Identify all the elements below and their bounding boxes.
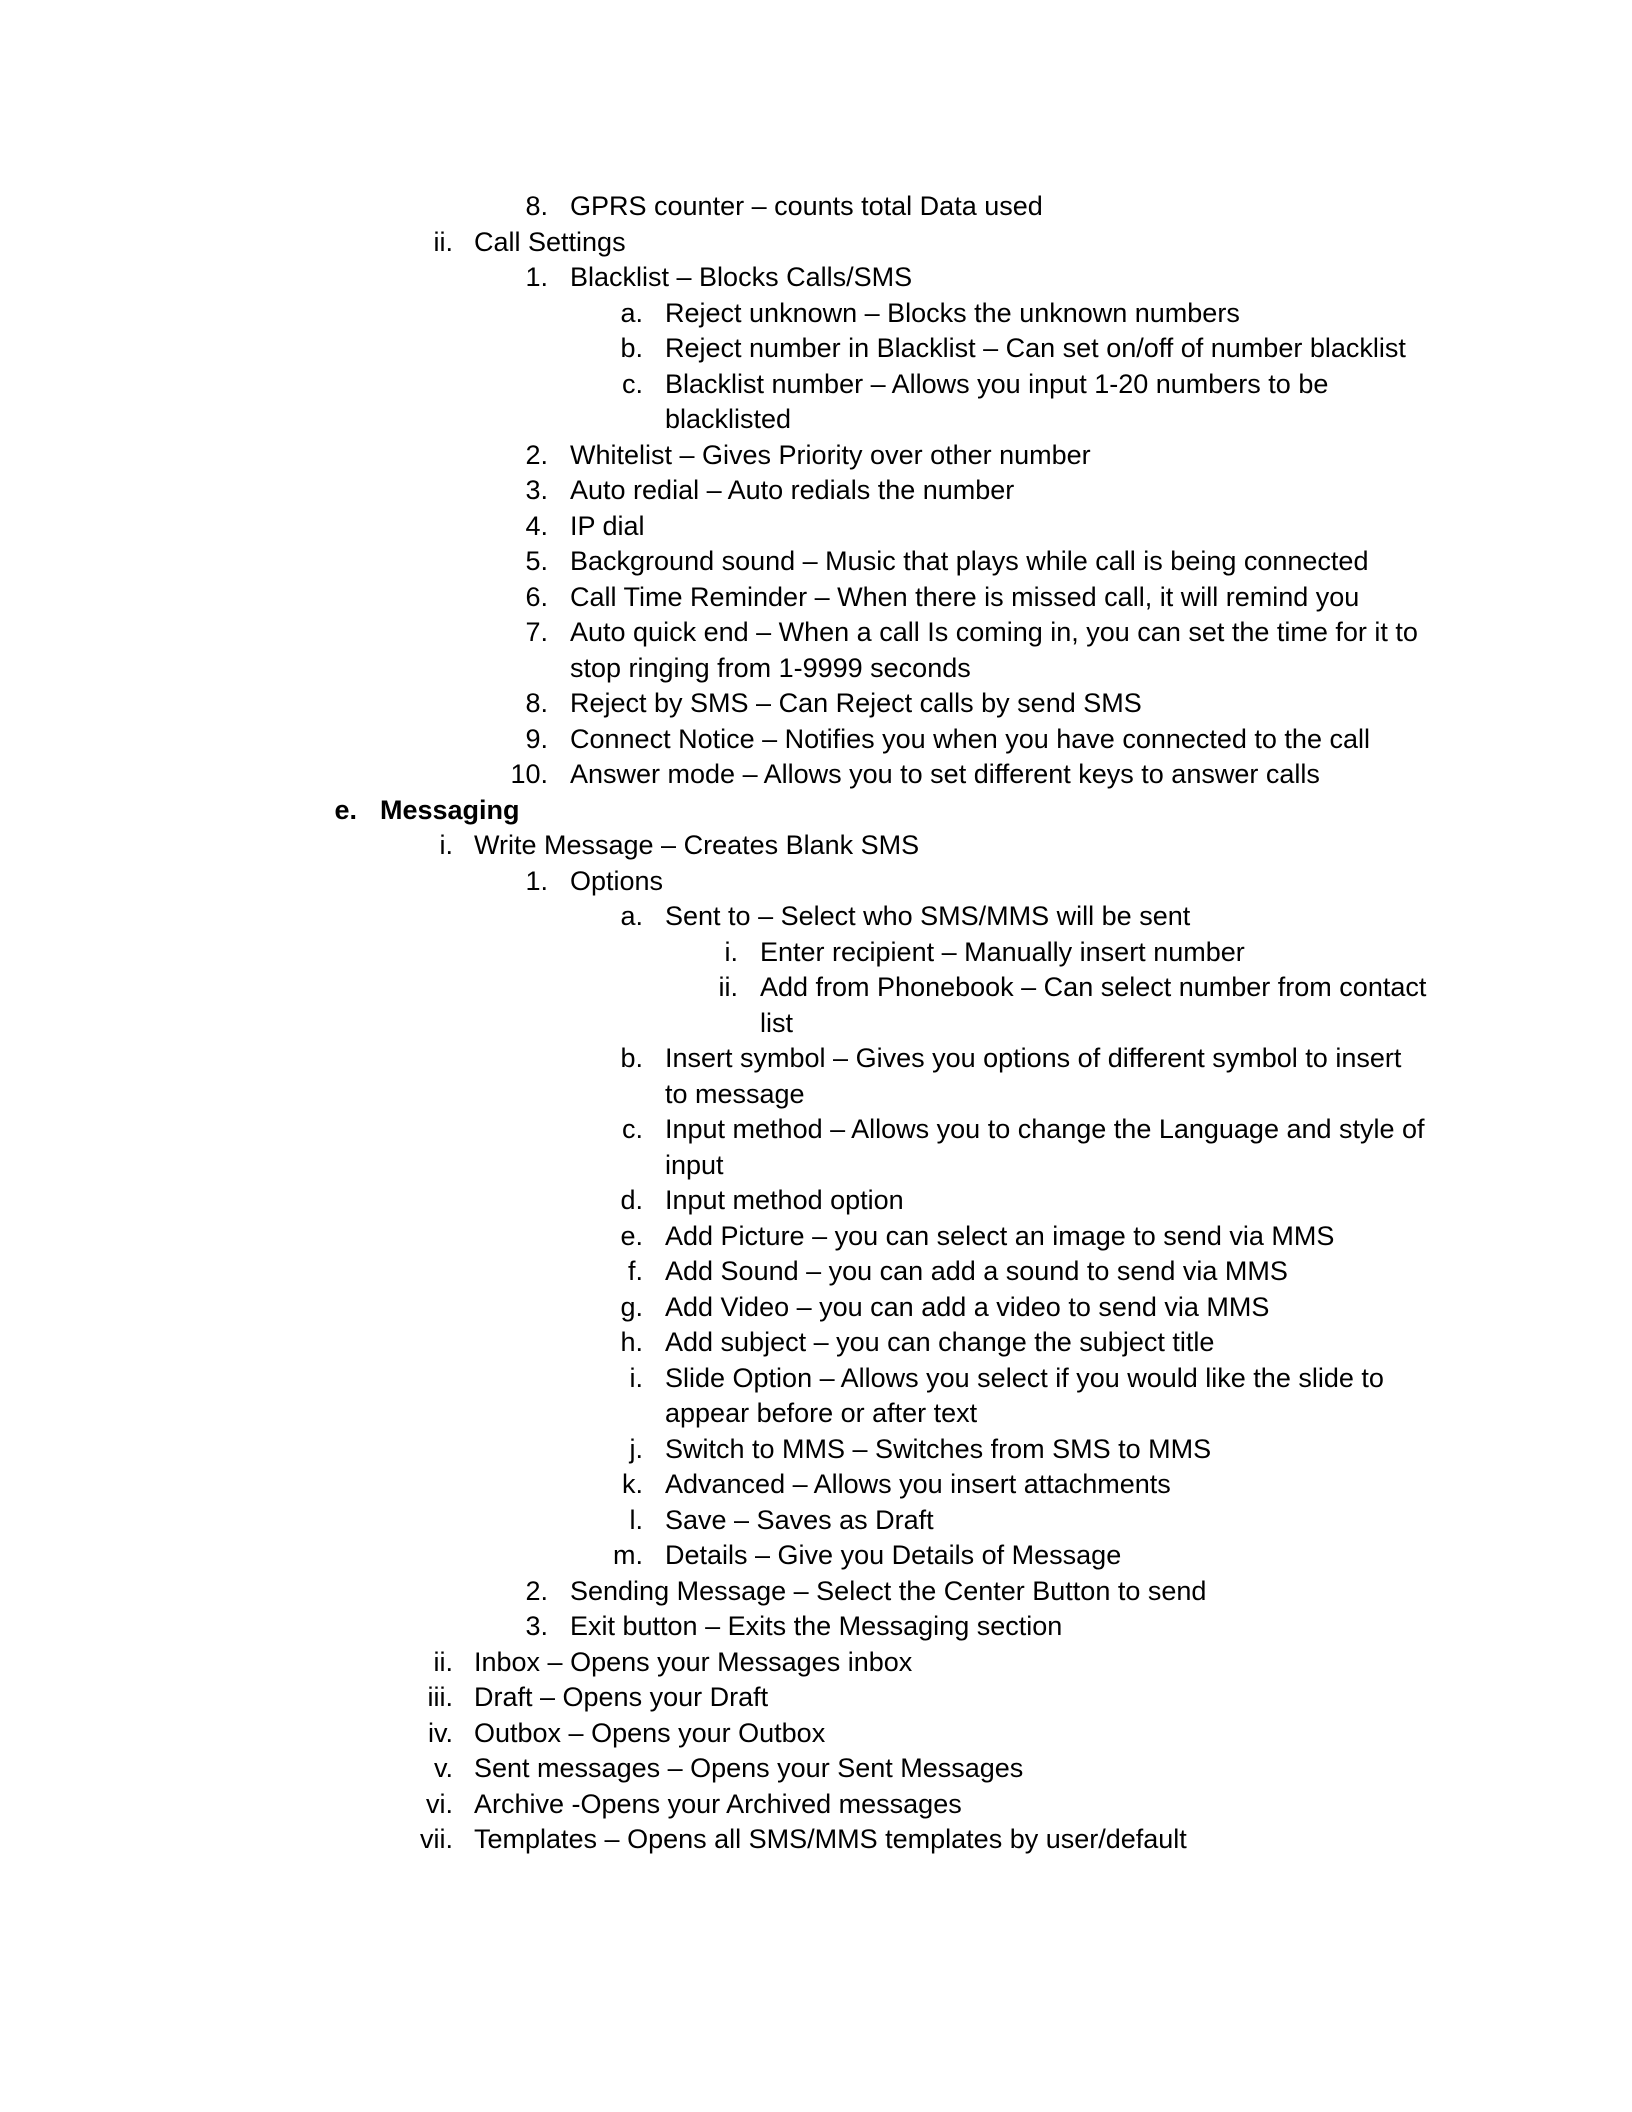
list-item-text: Draft – Opens your Draft: [474, 1682, 769, 1712]
list-marker: i.: [439, 830, 453, 860]
list-item-text: Details – Give you Details of Message: [665, 1540, 1122, 1570]
list-marker: v.: [434, 1753, 453, 1783]
list-item-text: list: [760, 1007, 793, 1038]
list-marker: a.: [620, 297, 643, 328]
outline-list: [0, 189, 1632, 1858]
list-item-text: Add Picture – you can select an image to send via MMS: [665, 1220, 1335, 1251]
list-marker: a.: [620, 901, 643, 931]
list-item-text: to message: [665, 1078, 805, 1109]
outline-item-continuation: [0, 1077, 1632, 1113]
list-item-text: Sent messages – Opens your Sent Messages: [474, 1753, 1024, 1783]
list-item-text: Inbox – Opens your Messages inbox: [474, 1646, 913, 1677]
list-marker: 6.: [525, 581, 548, 612]
list-marker: h.: [620, 1327, 643, 1357]
outline-item-continuation: [0, 1148, 1632, 1184]
list-item-text: stop ringing from 1-9999 seconds: [570, 652, 971, 683]
list-item-text: Write Message – Creates Blank SMS: [474, 830, 920, 860]
outline-item: [0, 189, 1632, 225]
outline-item: [0, 580, 1632, 616]
list-marker: 3.: [525, 475, 548, 505]
list-marker: b.: [620, 1043, 643, 1073]
list-item-text: blacklisted: [665, 404, 792, 434]
list-item-text: Add subject – you can change the subject title: [665, 1327, 1215, 1357]
list-item-text: Outbox – Opens your Outbox: [474, 1717, 826, 1748]
outline-item: [0, 1574, 1632, 1610]
outline-item: [0, 828, 1632, 864]
list-item-text: GPRS counter – counts total Data used: [570, 191, 1043, 221]
outline-item: [0, 1325, 1632, 1361]
list-marker: c.: [621, 1114, 643, 1144]
outline-item: [0, 1361, 1632, 1397]
outline-item: [0, 509, 1632, 545]
list-item-text: Insert symbol – Gives you options of different symbol to insert: [665, 1043, 1402, 1073]
outline-item: [0, 1751, 1632, 1787]
list-item-text: Connect Notice – Notifies you when you have connected to the call: [570, 723, 1370, 754]
list-item-text: Exit button – Exits the Messaging section: [570, 1611, 1063, 1641]
list-marker: ii.: [433, 226, 453, 257]
list-marker: f.: [627, 1256, 643, 1286]
outline-item: [0, 615, 1632, 651]
list-marker: 3.: [525, 1611, 548, 1641]
outline-item: [0, 1645, 1632, 1681]
list-item-text: input: [665, 1149, 724, 1180]
outline-item: [0, 1822, 1632, 1858]
outline-item: [0, 864, 1632, 900]
outline-item: [0, 1680, 1632, 1716]
list-marker: ii.: [718, 972, 738, 1002]
list-marker: 5.: [525, 546, 548, 576]
outline-item: [0, 793, 1632, 829]
list-item-text: Reject unknown – Blocks the unknown numbers: [665, 297, 1240, 328]
outline-item: [0, 1254, 1632, 1290]
outline-item: [0, 1787, 1632, 1823]
outline-item: [0, 722, 1632, 758]
list-item-text: Auto redial – Auto redials the number: [570, 475, 1015, 505]
outline-item-continuation: [0, 651, 1632, 687]
list-marker: 8.: [525, 688, 548, 718]
outline-item: [0, 757, 1632, 793]
list-item-text: Sending Message – Select the Center Button to send: [570, 1575, 1207, 1606]
list-marker: vi.: [426, 1788, 453, 1819]
list-item-text: Advanced – Allows you insert attachments: [665, 1469, 1171, 1499]
outline-item: [0, 1183, 1632, 1219]
list-item-text: Answer mode – Allows you to set different keys to answer calls: [570, 759, 1320, 789]
list-item-text: Auto quick end – When a call Is coming in, you can set the time for it to: [570, 617, 1418, 647]
outline-item: [0, 1538, 1632, 1574]
list-marker: i.: [629, 1362, 643, 1393]
list-item-text: Input method – Allows you to change the Language and style of: [665, 1114, 1425, 1144]
list-item-text: Input method option: [665, 1185, 904, 1215]
outline-item: [0, 686, 1632, 722]
list-item-text: Add Video – you can add a video to send via MMS: [665, 1291, 1270, 1322]
list-item-text: Background sound – Music that plays while call is being connected: [570, 546, 1369, 576]
list-marker: 2.: [525, 439, 548, 470]
outline-item: [0, 1290, 1632, 1326]
list-item-text: Add from Phonebook – Can select number from contact: [760, 972, 1427, 1002]
outline-item: [0, 1467, 1632, 1503]
outline-item: [0, 935, 1632, 971]
list-item-text: Reject by SMS – Can Reject calls by send SMS: [570, 688, 1142, 718]
outline-item: [0, 1041, 1632, 1077]
outline-item: [0, 473, 1632, 509]
list-marker: c.: [621, 368, 643, 399]
list-marker: 10.: [510, 759, 548, 789]
list-item-text: Blacklist – Blocks Calls/SMS: [570, 262, 913, 292]
list-item-text: Save – Saves as Draft: [665, 1504, 934, 1535]
list-item-text: Call Time Reminder – When there is missed call, it will remind you: [570, 581, 1360, 612]
outline-item: [0, 1219, 1632, 1255]
list-item-text: Sent to – Select who SMS/MMS will be sent: [665, 901, 1191, 931]
list-marker: iii.: [427, 1682, 453, 1712]
outline-item: [0, 1503, 1632, 1539]
list-marker: e.: [334, 794, 357, 825]
list-item-text: Blacklist number – Allows you input 1-20 numbers to be: [665, 368, 1329, 399]
outline-item: [0, 1112, 1632, 1148]
outline-item: [0, 1432, 1632, 1468]
list-marker: 9.: [525, 723, 548, 754]
list-marker: e.: [620, 1220, 643, 1251]
list-item-text: Add Sound – you can add a sound to send via MMS: [665, 1256, 1288, 1286]
list-marker: vii.: [420, 1824, 453, 1854]
list-item-text: Enter recipient – Manually insert number: [760, 936, 1245, 967]
list-marker: m.: [613, 1540, 643, 1570]
list-item-text: Archive -Opens your Archived messages: [474, 1788, 962, 1819]
outline-item-continuation: [0, 1006, 1632, 1042]
list-item-text: Templates – Opens all SMS/MMS templates by user/default: [474, 1824, 1187, 1854]
list-marker: g.: [620, 1291, 643, 1322]
list-item-text: Reject number in Blacklist – Can set on/off of number blacklist: [665, 333, 1406, 363]
list-item-text: IP dial: [570, 510, 645, 541]
list-item-text: Slide Option – Allows you select if you would like the slide to: [665, 1362, 1384, 1393]
list-marker: 7.: [525, 617, 548, 647]
list-item-text: Whitelist – Gives Priority over other number: [570, 439, 1091, 470]
list-item-text: appear before or after text: [665, 1398, 978, 1428]
outline-item-continuation: [0, 402, 1632, 438]
outline-item: [0, 970, 1632, 1006]
list-marker: 1.: [525, 865, 548, 896]
section-heading: Messaging: [380, 794, 520, 825]
list-marker: 1.: [525, 262, 548, 292]
list-marker: b.: [620, 333, 643, 363]
list-marker: l.: [629, 1504, 643, 1535]
outline-item: [0, 899, 1632, 935]
list-item-text: Call Settings: [474, 226, 626, 257]
outline-item: [0, 296, 1632, 332]
list-marker: k.: [621, 1469, 643, 1499]
list-marker: ii.: [433, 1646, 453, 1677]
outline-item: [0, 367, 1632, 403]
list-marker: 2.: [525, 1575, 548, 1606]
outline-item: [0, 438, 1632, 474]
outline-item: [0, 1609, 1632, 1645]
list-marker: iv.: [428, 1717, 453, 1748]
outline-item: [0, 544, 1632, 580]
list-marker: 4.: [525, 510, 548, 541]
list-marker: j.: [629, 1433, 643, 1464]
outline-item: [0, 225, 1632, 261]
list-marker: i.: [724, 936, 738, 967]
outline-item: [0, 260, 1632, 296]
outline-item: [0, 1716, 1632, 1752]
list-marker: 8.: [525, 191, 548, 221]
list-item-text: Switch to MMS – Switches from SMS to MMS: [665, 1433, 1212, 1464]
list-item-text: Options: [570, 865, 664, 896]
list-marker: d.: [620, 1185, 643, 1215]
outline-item-continuation: [0, 1396, 1632, 1432]
outline-item: [0, 331, 1632, 367]
